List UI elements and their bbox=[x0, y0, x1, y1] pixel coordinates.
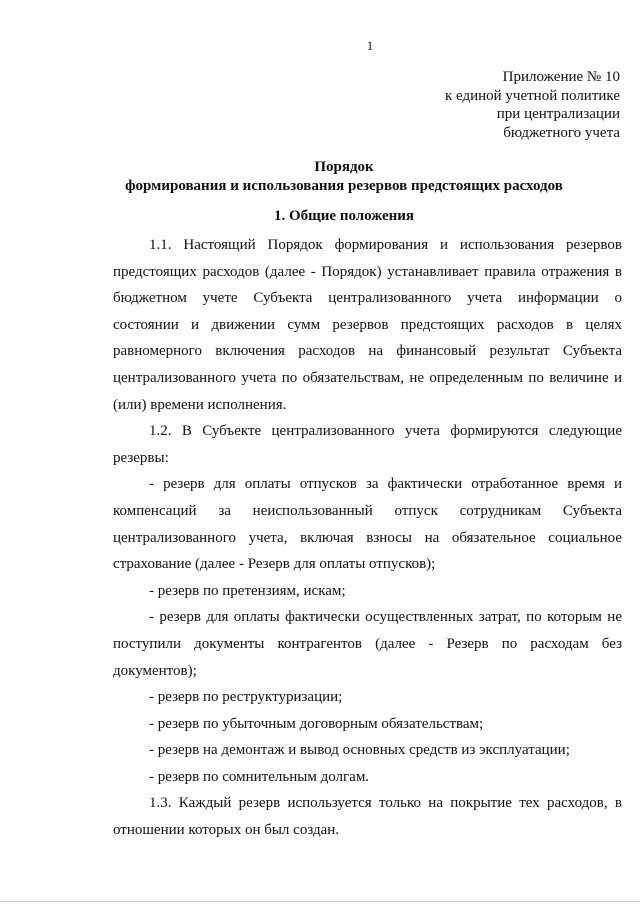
list-item-undocumented-expenses-reserve bbox=[113, 604, 622, 684]
text-line: - резерв по претензиям, искам; bbox=[149, 582, 346, 599]
title-line-2: формирования и использования резервов предстоящих расходов bbox=[125, 178, 563, 194]
title-line-1: Порядок bbox=[314, 159, 374, 175]
page-number: 1 bbox=[366, 38, 374, 53]
appendix-reference bbox=[380, 68, 620, 142]
paragraph-1-3 bbox=[113, 790, 622, 843]
appendix-line-1: Приложение № 10 bbox=[502, 69, 620, 85]
list-item-doubtful-debts-reserve bbox=[113, 764, 622, 791]
text-line: состоянии и движении сумм резервов предстоящих расходов в целях bbox=[113, 316, 622, 333]
text-line: страхование (далее - Резерв для оплаты отпусков); bbox=[113, 556, 436, 573]
text-line: 1.1. Настоящий Порядок формирования и использования резервов bbox=[149, 237, 622, 253]
text-line: компенсаций за неиспользованный отпуск сотрудникам Субъекта bbox=[113, 502, 622, 519]
text-line: 1.3. Каждый резерв используется только на покрытие тех расходов, в bbox=[149, 795, 622, 812]
body-text bbox=[113, 232, 622, 844]
text-line: документов); bbox=[113, 662, 197, 679]
list-item-vacation-reserve bbox=[113, 471, 622, 577]
text-line: - резерв на демонтаж и вывод основных средств из эксплуатации; bbox=[149, 742, 570, 759]
list-item-dismantling-reserve bbox=[113, 737, 622, 764]
text-line: централизованного учета по обязательствам, не определенным по величине и bbox=[113, 369, 622, 386]
text-line: - резерв для оплаты отпусков за фактически отработанное время и bbox=[149, 476, 622, 493]
text-line: резервы: bbox=[113, 449, 169, 466]
appendix-line-2: к единой учетной политике bbox=[444, 87, 620, 104]
text-line: предстоящих расходов (далее - Порядок) устанавливает правила отражения в bbox=[113, 263, 622, 280]
text-line: централизованного учета, включая взносы на обязательное социальное bbox=[113, 529, 622, 546]
list-item-claims-reserve bbox=[113, 578, 622, 605]
text-line: - резерв по реструктуризации; bbox=[149, 689, 343, 706]
text-line: - резерв по сомнительным долгам. bbox=[149, 768, 370, 785]
list-item-restructuring-reserve bbox=[113, 684, 622, 711]
text-line: (или) времени исполнения. bbox=[113, 396, 287, 413]
appendix-line-3: при централизации bbox=[496, 106, 620, 122]
text-line: отношении которых он был создан. bbox=[113, 822, 340, 839]
text-line: бюджетном учете Субъекта централизованного учета информации о bbox=[113, 290, 622, 307]
text-line: поступили документы контрагентов (далее - Резерв по расходам без bbox=[113, 635, 622, 652]
page-bottom-edge bbox=[0, 901, 640, 902]
paragraph-1-2 bbox=[113, 418, 622, 471]
appendix-line-4: бюджетного учета bbox=[503, 124, 620, 141]
text-line: - резерв для оплаты фактически осуществленных затрат, по которым не bbox=[149, 609, 622, 626]
section-heading: 1. Общие положения bbox=[273, 208, 415, 224]
text-line: 1.2. В Субъекте централизованного учета формируются следующие bbox=[149, 423, 622, 440]
paragraph-1-1 bbox=[113, 232, 622, 418]
document-title bbox=[0, 158, 640, 196]
text-line: равномерного включения расходов на финансовый результат Субъекта bbox=[113, 343, 622, 360]
text-line: - резерв по убыточным договорным обязательствам; bbox=[149, 715, 484, 732]
list-item-onerous-contracts-reserve bbox=[113, 711, 622, 738]
